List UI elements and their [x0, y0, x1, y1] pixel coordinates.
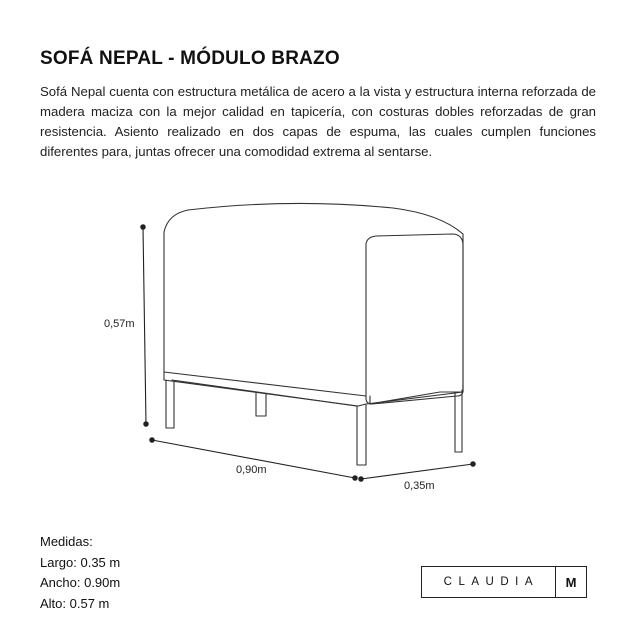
sofa-leg-front-left — [166, 380, 174, 428]
width-dimension-end-right — [353, 476, 357, 480]
sofa-leg-back-right — [455, 390, 462, 452]
sofa-body-outline — [164, 203, 463, 404]
sofa-leg-back-left — [256, 393, 266, 416]
measures-heading: Medidas: — [40, 534, 93, 549]
brand-logo — [421, 566, 587, 598]
width-dimension-label: 0,90m — [236, 464, 267, 476]
width-dimension-end-left — [150, 438, 154, 442]
measure-alto: Alto: 0.57 m — [40, 595, 110, 611]
height-dimension-line — [143, 227, 146, 424]
product-title: SOFÁ NEPAL - MÓDULO BRAZO — [40, 48, 340, 69]
depth-dimension-end-left — [359, 477, 363, 481]
sofa-front-arm — [366, 234, 463, 404]
measure-largo: Largo: 0.35 m — [40, 554, 121, 570]
height-dimension-label: 0,57m — [104, 318, 135, 330]
sofa-leg-front-right — [357, 405, 366, 465]
depth-dimension-line — [361, 464, 473, 479]
height-dimension-end-bottom — [144, 422, 148, 426]
measure-ancho: Ancho: 0.90m — [40, 575, 121, 590]
depth-dimension-end-right — [471, 462, 475, 466]
depth-dimension-label: 0,35m — [404, 480, 435, 492]
brand-mark: M — [565, 574, 577, 590]
sofa-left-side — [164, 232, 366, 396]
measures-block — [40, 532, 120, 614]
product-description: Sofá Nepal cuenta con estructura metálica de acero a la vista y estructura interna reforzada de madera maciza con la mejor calidad en tapicería, con costuras dobles reforzadas de gran resistencia. Asiento realizado en dos capas de espuma, las cuales cumplen funciones diferentes para, juntas ofrecer una comodidad extrema al sentarse. — [40, 84, 596, 159]
brand-name: CLAUDIA — [443, 576, 540, 588]
height-dimension-end-top — [141, 225, 145, 229]
